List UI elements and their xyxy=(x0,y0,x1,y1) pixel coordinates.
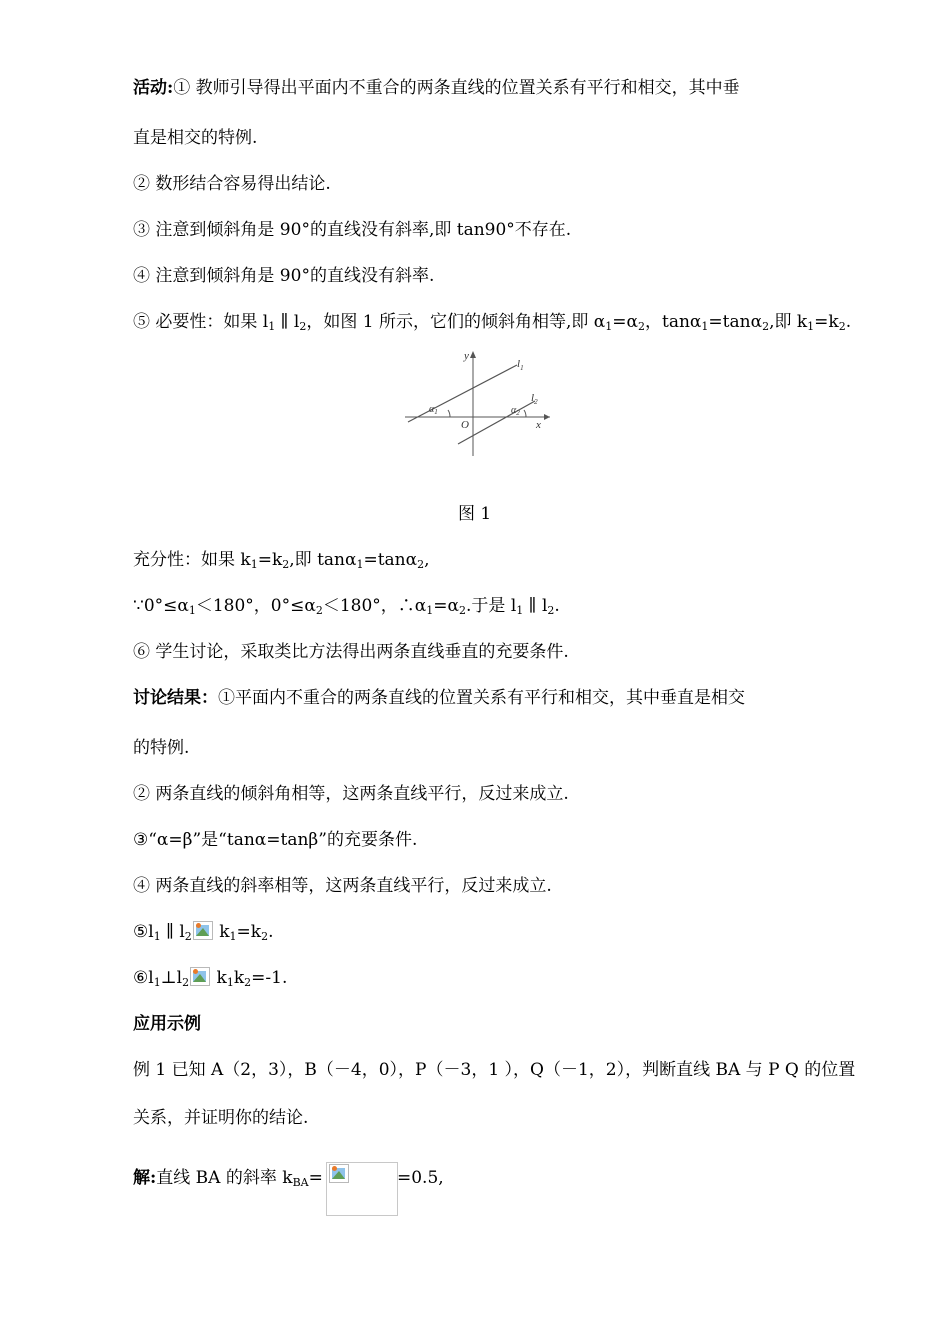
line-l1 xyxy=(408,365,517,422)
l1-label: $l_1$ xyxy=(517,358,524,372)
activity-line-2: ② 数形结合容易得出结论. xyxy=(133,174,331,194)
result-line-6: $⑥l_1\perp l_2$ $k_1k_2=-1$. xyxy=(133,968,288,989)
solution-label: 解: xyxy=(133,1168,157,1188)
line-l2 xyxy=(458,401,535,444)
l2-label: $l_2$ xyxy=(531,392,538,406)
section-heading: 应用示例 xyxy=(133,1014,201,1034)
alpha2-label: $\alpha_2$ xyxy=(511,405,520,417)
y-label: y xyxy=(464,350,469,362)
angle-arc-1 xyxy=(448,410,450,417)
sufficiency-line-2: $\because 0^\circ\le\alpha_1<180^\circ$，$0^\circ\le\alpha_2<180^\circ$，$\therefore\alpha_1=\alpha_2$.于是 $l_1$ ∥ $l_2$. xyxy=(133,596,560,617)
activity-line-4: ④ 注意到倾斜角是 90°的直线没有斜率. xyxy=(133,266,435,286)
result-line-4: ④ 两条直线的斜率相等，这两条直线平行，反过来成立. xyxy=(133,876,552,896)
angle-arc-2 xyxy=(524,410,526,417)
figure-1-parallel-lines xyxy=(400,346,550,461)
example-1-line-1: 例 1 已知 A（2，3），B（－4，0），P（－3，1 ），Q（－1，2），判断直线 BA 与 P Q 的位置 xyxy=(133,1060,856,1080)
formula-image-placeholder xyxy=(326,1162,398,1216)
solution-line: 解:直线 BA 的斜率 $k_{BA}=$ xyxy=(133,1168,323,1189)
activity-line-6: ⑥ 学生讨论，采取类比方法得出两条直线垂直的充要条件. xyxy=(133,642,569,662)
x-label: x xyxy=(536,419,541,431)
result-line-1b: 的特例. xyxy=(133,738,190,758)
activity-line-1: 活动:① 教师引导得出平面内不重合的两条直线的位置关系有平行和相交，其中垂 xyxy=(133,78,740,98)
result-line-3: ③“α=β”是“tanα=tanβ”的充要条件. xyxy=(133,830,418,850)
origin-label: O xyxy=(461,419,469,431)
result-line-1: 讨论结果：①平面内不重合的两条直线的位置关系有平行和相交，其中垂直是相交 xyxy=(133,688,745,708)
broken-image-icon xyxy=(193,921,213,940)
activity-line-5: ⑤ 必要性：如果 $l_1$ ∥ $l_2$，如图 1 所示，它们的倾斜角相等,即 $\alpha_1=\alpha_2$，tanα$_1$=tanα$_2$,即 $k_1=k_2$. xyxy=(133,312,852,333)
activity-label: 活动: xyxy=(133,78,174,98)
figure-caption: 图 1 xyxy=(458,504,492,524)
result-label: 讨论结果： xyxy=(133,688,218,708)
alpha1-label: $\alpha_1$ xyxy=(429,404,438,416)
activity-line-3: ③ 注意到倾斜角是 90°的直线没有斜率,即 tan90°不存在. xyxy=(133,220,572,240)
activity-line-1b: 直是相交的特例. xyxy=(133,128,258,148)
x-axis-arrow xyxy=(544,414,550,420)
solution-result: =0.5, xyxy=(397,1168,444,1188)
broken-image-icon xyxy=(329,1164,349,1183)
broken-image-icon xyxy=(190,967,210,986)
example-1-line-2: 关系，并证明你的结论. xyxy=(133,1108,309,1128)
result-line-5: $⑤l_1$ ∥ $l_2$ $k_1=k_2$. xyxy=(133,922,274,943)
sufficiency-line-1: 充分性：如果 $k_1=k_2$,即 tanα$_1$=tanα$_2$, xyxy=(133,550,430,571)
result-line-2: ② 两条直线的倾斜角相等，这两条直线平行，反过来成立. xyxy=(133,784,569,804)
y-axis-arrow xyxy=(470,351,476,358)
